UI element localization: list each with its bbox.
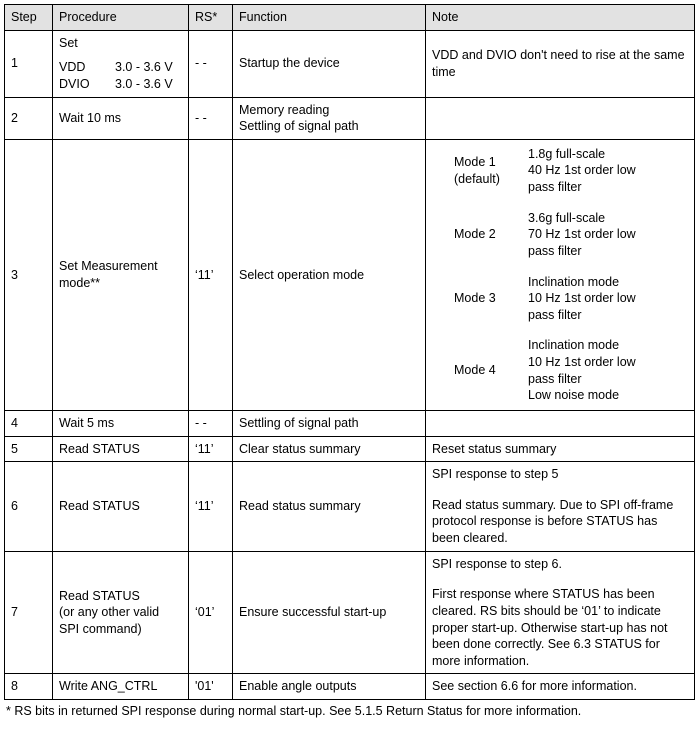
cell-procedure: [53, 139, 189, 410]
cell-step: 7: [5, 551, 53, 674]
cell-function: Startup the device: [233, 30, 426, 97]
mode-desc-line: pass filter: [528, 307, 582, 322]
mode-name: [432, 210, 524, 260]
supply-voltage-row: [59, 59, 182, 76]
cell-procedure: Write ANG_CTRL: [53, 674, 189, 700]
cell-function: Read status summary: [233, 462, 426, 552]
supply-value-vdd: 3.0 - 3.6 V: [115, 60, 173, 75]
mode-description: [524, 146, 688, 196]
startup-sequence-table: [4, 4, 695, 700]
cell-procedure: Read STATUS: [53, 462, 189, 552]
cell-note: [426, 551, 695, 674]
mode-desc-line: Low noise mode: [528, 388, 620, 403]
mode-entry: [432, 337, 688, 404]
table-row: [5, 410, 695, 436]
cell-procedure: Read STATUS: [53, 436, 189, 462]
procedure-line: Read STATUS: [59, 588, 140, 603]
cell-function: Settling of signal path: [233, 410, 426, 436]
mode-name-line: Mode 1: [454, 155, 496, 170]
note-paragraph: SPI response to step 6.: [432, 556, 562, 571]
cell-note: Reset status summary: [426, 436, 695, 462]
supply-value-dvio: 3.0 - 3.6 V: [115, 76, 173, 91]
mode-desc-line: 10 Hz 1st order low: [528, 291, 636, 306]
cell-function: Ensure successful start-up: [233, 551, 426, 674]
cell-step: 4: [5, 410, 53, 436]
table-footnote: * RS bits in returned SPI response during normal start-up. See 5.1.5 Return Status for more information.: [6, 704, 582, 718]
cell-function: Select operation mode: [233, 139, 426, 410]
mode-name: [432, 337, 524, 404]
mode-description: [524, 210, 688, 260]
cell-rs: ‘11’: [189, 139, 233, 410]
table-row: [5, 97, 695, 139]
table-row: [5, 551, 695, 674]
mode-desc-line: 40 Hz 1st order low: [528, 163, 636, 178]
mode-name: [432, 274, 524, 324]
supply-voltage-row: [59, 76, 182, 93]
mode-name-line: (default): [454, 171, 500, 186]
cell-note: VDD and DVIO don't need to rise at the same time: [426, 30, 695, 97]
mode-desc-line: pass filter: [528, 371, 582, 386]
mode-name: [432, 146, 524, 196]
table-row: [5, 462, 695, 552]
cell-rs: ‘11’: [189, 436, 233, 462]
column-header-step: Step: [5, 5, 53, 31]
table-row: [5, 674, 695, 700]
cell-function: [233, 97, 426, 139]
mode-name-line: Mode 2: [454, 227, 496, 242]
cell-rs: ‘01’: [189, 551, 233, 674]
mode-entry: [432, 274, 688, 324]
column-header-procedure: Procedure: [53, 5, 189, 31]
supply-label-vdd: VDD: [59, 60, 86, 75]
cell-note: [426, 410, 695, 436]
mode-description: [524, 274, 688, 324]
cell-note: See section 6.6 for more information.: [426, 674, 695, 700]
mode-desc-line: 70 Hz 1st order low: [528, 227, 636, 242]
table-header-row: [5, 5, 695, 31]
cell-procedure: [53, 30, 189, 97]
cell-function: Enable angle outputs: [233, 674, 426, 700]
table-body: [5, 30, 695, 699]
note-spacer: [432, 483, 688, 497]
cell-rs: ‘11’: [189, 462, 233, 552]
cell-note: [426, 139, 695, 410]
table-row: [5, 436, 695, 462]
cell-step: 2: [5, 97, 53, 139]
function-line: Memory reading: [239, 102, 330, 117]
cell-step: 6: [5, 462, 53, 552]
procedure-line: (or any other valid: [59, 605, 160, 620]
cell-rs: - -: [189, 410, 233, 436]
cell-step: 3: [5, 139, 53, 410]
table-row: [5, 139, 695, 410]
mode-name-line: Mode 3: [454, 291, 496, 306]
procedure-title: Set: [59, 35, 78, 50]
cell-note: [426, 97, 695, 139]
cell-rs: '01': [189, 674, 233, 700]
cell-step: 1: [5, 30, 53, 97]
cell-step: 8: [5, 674, 53, 700]
mode-name-line: Mode 4: [454, 363, 496, 378]
mode-entry: [432, 146, 688, 196]
mode-desc-line: pass filter: [528, 243, 582, 258]
cell-procedure: Wait 10 ms: [53, 97, 189, 139]
note-spacer: [432, 572, 688, 586]
supply-label-dvio: DVIO: [59, 76, 90, 91]
mode-entry: [432, 210, 688, 260]
column-header-rs: RS*: [189, 5, 233, 31]
mode-desc-line: 10 Hz 1st order low: [528, 355, 636, 369]
mode-desc-line: Inclination mode: [528, 274, 620, 289]
cell-procedure: [53, 551, 189, 674]
note-paragraph: SPI response to step 5: [432, 467, 559, 482]
supply-voltage-list: [59, 59, 182, 92]
cell-note: [426, 462, 695, 552]
table-header: [5, 5, 695, 31]
cell-rs: - -: [189, 97, 233, 139]
cell-step: 5: [5, 436, 53, 462]
column-header-note: Note: [426, 5, 695, 31]
mode-desc-line: 1.8g full-scale: [528, 146, 606, 161]
mode-description: [524, 337, 688, 404]
procedure-line: mode**: [59, 275, 100, 290]
column-header-function: Function: [233, 5, 426, 31]
operation-mode-list: [432, 144, 688, 406]
function-line: Settling of signal path: [239, 119, 359, 134]
table-row: [5, 30, 695, 97]
procedure-line: SPI command): [59, 621, 142, 636]
mode-desc-line: pass filter: [528, 180, 582, 194]
mode-desc-line: Inclination mode: [528, 338, 620, 353]
mode-desc-line: 3.6g full-scale: [528, 210, 606, 225]
procedure-line: Set Measurement: [59, 259, 158, 274]
note-paragraph: First response where STATUS has been cleared. RS bits should be ‘01’ to indicate proper start-up. Otherwise start-up has not been done correctly. See 6.3 STATUS for more information.: [432, 587, 668, 668]
cell-function: Clear status summary: [233, 436, 426, 462]
cell-procedure: Wait 5 ms: [53, 410, 189, 436]
note-paragraph: Read status summary. Due to SPI off-frame protocol response is before STATUS has been cleared.: [432, 497, 674, 545]
cell-rs: - -: [189, 30, 233, 97]
